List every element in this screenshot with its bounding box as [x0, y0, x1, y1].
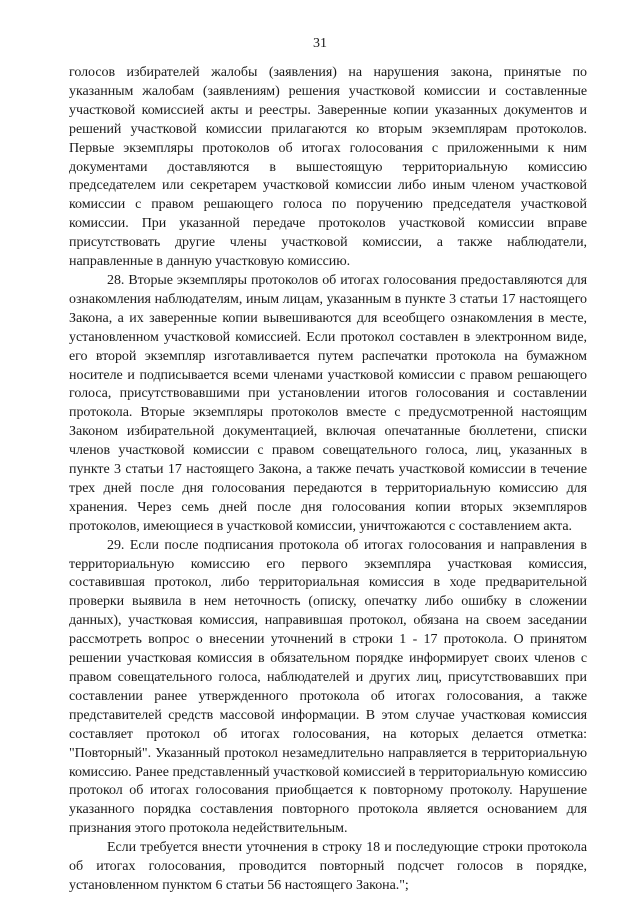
document-body [69, 64, 587, 896]
paragraph-29: 29. Если после подписания протокола об итогах голосования и направления в территориальную комиссию его первого экземпляра участковая комиссия, составившая протокол, либо территориальная комиссия в ходе предварительной проверки выявила в нем неточность (описку, опечатку либо ошибку в сложении данных), участковая комиссия, направившая протокол, обязана на своем заседании рассмотреть вопрос о внесении уточнений в строки 1 - 17 протокола. О принятом решении участковая комиссия в обязательном порядке информирует своих членов с правом совещательного голоса, наблюдателей и других лиц, присутствовавших при составлении ранее утвержденного протокола об итогах голосования, а также представителей средств массовой информации. В этом случае участковая комиссия составляет протокол об итогах голосования, на которых делается отметка: "Повторный". Указанный протокол незамедлительно направляется в территориальную комиссию. Ранее представленный участковой комиссией в территориальную комиссию протокол об итогах голосования приобщается к повторному протоколу. Нарушение указанного порядка составления повторного протокола является основанием для признания этого протокола недействительным. [69, 537, 587, 837]
paragraph-continuation: голосов избирателей жалобы (заявления) на нарушения закона, принятые по указанным жалобам (заявлениям) решения участковой комиссии и составленные участковой комиссией акты и реестры. Заверенные копии указанных документов и решений участковой комиссии прилагаются ко вторым экземплярам протоколов. Первые экземпляры протоколов об итогах голосования с приложенными к ним документами доставляются в вышестоящую территориальную комиссию председателем или секретарем участковой комиссии либо иным членом участковой комиссии с правом решающего голоса по поручению председателя участковой комиссии. При указанной передаче протоколов участковой комиссии вправе присутствовать другие члены участковой комиссии, а также наблюдатели, направленные в данную участковую комиссию. [69, 65, 587, 270]
paragraph-closing: Если требуется внести уточнения в строку 18 и последующие строки протокола об итогах голосования, проводится повторный подсчет голосов в порядке, установленном пунктом 6 статьи 56 настоящего Закона."; [69, 840, 587, 893]
paragraph-28: 28. Вторые экземпляры протоколов об итогах голосования предоставляются для ознакомления наблюдателям, иным лицам, указанным в пункте 3 статьи 17 настоящего Закона, а их заверенные копии вывешиваются для всеобщего ознакомления в месте, установленном участковой комиссией. Если протокол составлен в электронном виде, его второй экземпляр изготавливается путем распечатки протокола на бумажном носителе и подписывается всеми членами участковой комиссии с правом решающего голоса, присутствовавшими при установлении итогов голосования и составлении протокола. Вторые экземпляры протоколов вместе с предусмотренной настоящим Законом избирательной документацией, включая опечатанные бюллетени, списки членов участковой комиссии с правом совещательного голоса, лиц, указанных в пункте 3 статьи 17 настоящего Закона, а также печать участковой комиссии в течение трех дней после дня голосования передаются в территориальную комиссию для хранения. Через семь дней после дня голосования копии вторых экземпляров протоколов, имеющиеся в участковой комиссии, уничтожаются с составлением акта. [69, 272, 587, 534]
page-number: 31 [313, 36, 327, 51]
